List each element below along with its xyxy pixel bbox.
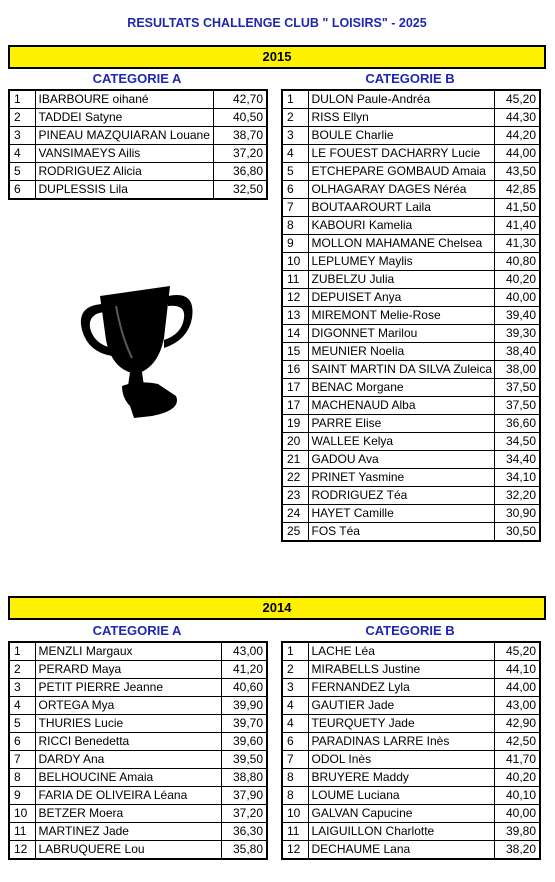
score-cell: 40,50 — [213, 109, 267, 127]
table-row — [282, 307, 540, 325]
table-row — [9, 145, 267, 163]
score-cell: 42,90 — [494, 715, 540, 733]
score-cell: 30,50 — [494, 523, 540, 542]
name-cell: GADOU Ava — [308, 451, 494, 469]
table-row — [282, 217, 540, 235]
rank-cell: 2 — [282, 109, 308, 127]
score-cell: 40,20 — [494, 271, 540, 289]
rank-cell: 4 — [282, 715, 308, 733]
name-cell: FARIA DE OLIVEIRA Léana — [35, 787, 221, 805]
score-cell: 41,70 — [494, 751, 540, 769]
rank-cell: 14 — [282, 325, 308, 343]
name-cell: LOUME Luciana — [308, 787, 494, 805]
table-row — [9, 805, 267, 823]
score-cell: 44,00 — [494, 679, 540, 697]
table-row — [282, 769, 540, 787]
rank-cell: 11 — [282, 823, 308, 841]
name-cell: PRINET Yasmine — [308, 469, 494, 487]
rank-cell: 8 — [282, 217, 308, 235]
rank-cell: 1 — [282, 90, 308, 109]
name-cell: MIREMONT Melie-Rose — [308, 307, 494, 325]
rank-cell: 6 — [282, 733, 308, 751]
table-row — [282, 697, 540, 715]
name-cell: RISS Ellyn — [308, 109, 494, 127]
category-a-title-2014: CATEGORIE A — [92, 623, 182, 638]
name-cell: PARRE Elise — [308, 415, 494, 433]
score-cell: 38,00 — [494, 361, 540, 379]
rank-cell: 25 — [282, 523, 308, 542]
name-cell: TADDEI Satyne — [35, 109, 213, 127]
score-cell: 39,80 — [494, 823, 540, 841]
rank-cell: 10 — [282, 253, 308, 271]
name-cell: ETCHEPARE GOMBAUD Amaia — [308, 163, 494, 181]
results-table-2015-cat-b — [281, 89, 541, 542]
table-row — [9, 715, 267, 733]
table-row — [9, 787, 267, 805]
name-cell: RODRIGUEZ Alicia — [35, 163, 213, 181]
name-cell: DULON Paule-Andréa — [308, 90, 494, 109]
table-row — [9, 697, 267, 715]
trophy-icon — [72, 278, 202, 428]
rank-cell: 5 — [282, 163, 308, 181]
rank-cell: 11 — [9, 823, 35, 841]
name-cell: VANSIMAEYS Ailis — [35, 145, 213, 163]
name-cell: FERNANDEZ Lyla — [308, 679, 494, 697]
table-row — [282, 235, 540, 253]
rank-cell: 4 — [282, 145, 308, 163]
rank-cell: 5 — [9, 163, 35, 181]
table-row — [282, 163, 540, 181]
name-cell: RICCI Benedetta — [35, 733, 221, 751]
table-row — [282, 487, 540, 505]
score-cell: 39,70 — [221, 715, 267, 733]
year-band-2014: 2014 — [8, 596, 546, 620]
table-row — [9, 733, 267, 751]
score-cell: 32,20 — [494, 487, 540, 505]
rank-cell: 12 — [282, 841, 308, 860]
name-cell: PERARD Maya — [35, 661, 221, 679]
score-cell: 39,90 — [221, 697, 267, 715]
table-row — [282, 127, 540, 145]
name-cell: PINEAU MAZQUIARAN Louane — [35, 127, 213, 145]
score-cell: 34,50 — [494, 433, 540, 451]
score-cell: 38,20 — [494, 841, 540, 860]
table-row — [282, 523, 540, 542]
score-cell: 44,10 — [494, 661, 540, 679]
name-cell: BENAC Morgane — [308, 379, 494, 397]
name-cell: BRUYERE Maddy — [308, 769, 494, 787]
rank-cell: 13 — [282, 307, 308, 325]
rank-cell: 17 — [282, 379, 308, 397]
year-band-2015: 2015 — [8, 45, 546, 69]
rank-cell: 8 — [282, 769, 308, 787]
rank-cell: 23 — [282, 487, 308, 505]
name-cell: KABOURI Kamelia — [308, 217, 494, 235]
rank-cell: 6 — [9, 181, 35, 200]
score-cell: 38,40 — [494, 343, 540, 361]
score-cell: 45,20 — [494, 642, 540, 661]
score-cell: 36,80 — [213, 163, 267, 181]
table-row — [9, 642, 267, 661]
score-cell: 37,20 — [213, 145, 267, 163]
table-row — [282, 181, 540, 199]
name-cell: ORTEGA Mya — [35, 697, 221, 715]
rank-cell: 15 — [282, 343, 308, 361]
table-row — [282, 145, 540, 163]
score-cell: 34,40 — [494, 451, 540, 469]
name-cell: DEPUISET Anya — [308, 289, 494, 307]
name-cell: IBARBOURE oihané — [35, 90, 213, 109]
rank-cell: 12 — [9, 841, 35, 860]
score-cell: 39,40 — [494, 307, 540, 325]
table-row — [282, 679, 540, 697]
table-row — [282, 661, 540, 679]
rank-cell: 7 — [282, 751, 308, 769]
category-b-title-2014: CATEGORIE B — [365, 623, 455, 638]
name-cell: MEUNIER Noelia — [308, 343, 494, 361]
table-row — [282, 715, 540, 733]
score-cell: 44,00 — [494, 145, 540, 163]
table-row — [282, 289, 540, 307]
table-row — [282, 751, 540, 769]
table-row — [9, 823, 267, 841]
score-cell: 35,80 — [221, 841, 267, 860]
rank-cell: 3 — [282, 127, 308, 145]
table-row — [282, 505, 540, 523]
score-cell: 42,50 — [494, 733, 540, 751]
name-cell: MACHENAUD Alba — [308, 397, 494, 415]
table-row — [282, 199, 540, 217]
table-row — [282, 325, 540, 343]
page-title: RESULTATS CHALLENGE CLUB " LOISIRS" - 2025 — [127, 16, 427, 30]
score-cell: 37,50 — [494, 397, 540, 415]
score-cell: 39,60 — [221, 733, 267, 751]
name-cell: DECHAUME Lana — [308, 841, 494, 860]
rank-cell: 24 — [282, 505, 308, 523]
rank-cell: 4 — [282, 697, 308, 715]
score-cell: 43,00 — [494, 697, 540, 715]
table-row — [282, 415, 540, 433]
name-cell: LABRUQUERE Lou — [35, 841, 221, 860]
rank-cell: 21 — [282, 451, 308, 469]
rank-cell: 3 — [9, 679, 35, 697]
table-row — [9, 679, 267, 697]
score-cell: 44,30 — [494, 109, 540, 127]
name-cell: LACHE Léa — [308, 642, 494, 661]
score-cell: 32,50 — [213, 181, 267, 200]
score-cell: 45,20 — [494, 90, 540, 109]
score-cell: 41,30 — [494, 235, 540, 253]
rank-cell: 1 — [9, 642, 35, 661]
score-cell: 38,70 — [213, 127, 267, 145]
score-cell: 42,85 — [494, 181, 540, 199]
table-row — [282, 841, 540, 860]
table-row — [282, 787, 540, 805]
rank-cell: 1 — [282, 642, 308, 661]
score-cell: 37,90 — [221, 787, 267, 805]
score-cell: 40,00 — [494, 805, 540, 823]
name-cell: TEURQUETY Jade — [308, 715, 494, 733]
table-row — [282, 379, 540, 397]
name-cell: FOS Téa — [308, 523, 494, 542]
score-cell: 40,60 — [221, 679, 267, 697]
rank-cell: 5 — [9, 715, 35, 733]
score-cell: 43,50 — [494, 163, 540, 181]
table-row — [282, 733, 540, 751]
table-row — [9, 751, 267, 769]
name-cell: RODRIGUEZ Téa — [308, 487, 494, 505]
name-cell: BOULE Charlie — [308, 127, 494, 145]
table-row — [282, 642, 540, 661]
rank-cell: 1 — [9, 90, 35, 109]
table-row — [9, 163, 267, 181]
table-row — [9, 109, 267, 127]
name-cell: HAYET Camille — [308, 505, 494, 523]
name-cell: GAUTIER Jade — [308, 697, 494, 715]
table-row — [9, 841, 267, 860]
name-cell: OLHAGARAY DAGES Néréa — [308, 181, 494, 199]
rank-cell: 3 — [9, 127, 35, 145]
name-cell: BETZER Moera — [35, 805, 221, 823]
rank-cell: 6 — [282, 181, 308, 199]
name-cell: BOUTAAROURT Laila — [308, 199, 494, 217]
results-table-2014-cat-a — [8, 641, 268, 860]
rank-cell: 2 — [9, 109, 35, 127]
name-cell: ODOL Inès — [308, 751, 494, 769]
name-cell: WALLEE Kelya — [308, 433, 494, 451]
rank-cell: 3 — [282, 679, 308, 697]
score-cell: 40,00 — [494, 289, 540, 307]
name-cell: ZUBELZU Julia — [308, 271, 494, 289]
rank-cell: 7 — [9, 751, 35, 769]
rank-cell: 8 — [9, 769, 35, 787]
rank-cell: 19 — [282, 415, 308, 433]
table-row — [9, 661, 267, 679]
name-cell: PARADINAS LARRE Inès — [308, 733, 494, 751]
name-cell: PETIT PIERRE Jeanne — [35, 679, 221, 697]
table-row — [9, 90, 267, 109]
table-row — [282, 823, 540, 841]
table-row — [282, 109, 540, 127]
name-cell: DUPLESSIS Lila — [35, 181, 213, 200]
rank-cell: 7 — [282, 199, 308, 217]
name-cell: BELHOUCINE Amaia — [35, 769, 221, 787]
rank-cell: 22 — [282, 469, 308, 487]
table-row — [282, 469, 540, 487]
name-cell: DIGONNET Marilou — [308, 325, 494, 343]
score-cell: 30,90 — [494, 505, 540, 523]
rank-cell: 11 — [282, 271, 308, 289]
name-cell: DARDY Ana — [35, 751, 221, 769]
score-cell: 36,60 — [494, 415, 540, 433]
rank-cell: 4 — [9, 145, 35, 163]
name-cell: MARTINEZ Jade — [35, 823, 221, 841]
results-table-2015-cat-a — [8, 89, 268, 200]
table-row — [9, 181, 267, 200]
name-cell: SAINT MARTIN DA SILVA Zuleica — [308, 361, 494, 379]
name-cell: MOLLON MAHAMANE Chelsea — [308, 235, 494, 253]
table-row — [282, 361, 540, 379]
name-cell: LEPLUMEY Maylis — [308, 253, 494, 271]
table-row — [9, 769, 267, 787]
rank-cell: 4 — [9, 697, 35, 715]
score-cell: 34,10 — [494, 469, 540, 487]
rank-cell: 8 — [282, 787, 308, 805]
name-cell: THURIES Lucie — [35, 715, 221, 733]
name-cell: GALVAN Capucine — [308, 805, 494, 823]
name-cell: MENZLI Margaux — [35, 642, 221, 661]
score-cell: 37,50 — [494, 379, 540, 397]
results-table-2014-cat-b — [281, 641, 541, 860]
table-row — [282, 451, 540, 469]
table-row — [282, 397, 540, 415]
table-row — [282, 253, 540, 271]
name-cell: MIRABELLS Justine — [308, 661, 494, 679]
rank-cell: 9 — [9, 787, 35, 805]
score-cell: 42,70 — [213, 90, 267, 109]
table-row — [9, 127, 267, 145]
score-cell: 39,30 — [494, 325, 540, 343]
rank-cell: 2 — [282, 661, 308, 679]
score-cell: 40,20 — [494, 769, 540, 787]
category-a-title-2015: CATEGORIE A — [92, 71, 182, 86]
rank-cell: 16 — [282, 361, 308, 379]
score-cell: 41,20 — [221, 661, 267, 679]
score-cell: 44,20 — [494, 127, 540, 145]
score-cell: 39,50 — [221, 751, 267, 769]
score-cell: 43,00 — [221, 642, 267, 661]
score-cell: 41,40 — [494, 217, 540, 235]
rank-cell: 12 — [282, 289, 308, 307]
rank-cell: 9 — [282, 235, 308, 253]
name-cell: LAIGUILLON Charlotte — [308, 823, 494, 841]
score-cell: 40,80 — [494, 253, 540, 271]
rank-cell: 10 — [282, 805, 308, 823]
rank-cell: 17 — [282, 397, 308, 415]
score-cell: 38,80 — [221, 769, 267, 787]
category-b-title-2015: CATEGORIE B — [365, 71, 455, 86]
score-cell: 41,50 — [494, 199, 540, 217]
score-cell: 40,10 — [494, 787, 540, 805]
table-row — [282, 343, 540, 361]
score-cell: 37,20 — [221, 805, 267, 823]
table-row — [282, 90, 540, 109]
table-row — [282, 433, 540, 451]
rank-cell: 10 — [9, 805, 35, 823]
rank-cell: 2 — [9, 661, 35, 679]
rank-cell: 20 — [282, 433, 308, 451]
rank-cell: 6 — [9, 733, 35, 751]
table-row — [282, 271, 540, 289]
name-cell: LE FOUEST DACHARRY Lucie — [308, 145, 494, 163]
score-cell: 36,30 — [221, 823, 267, 841]
table-row — [282, 805, 540, 823]
